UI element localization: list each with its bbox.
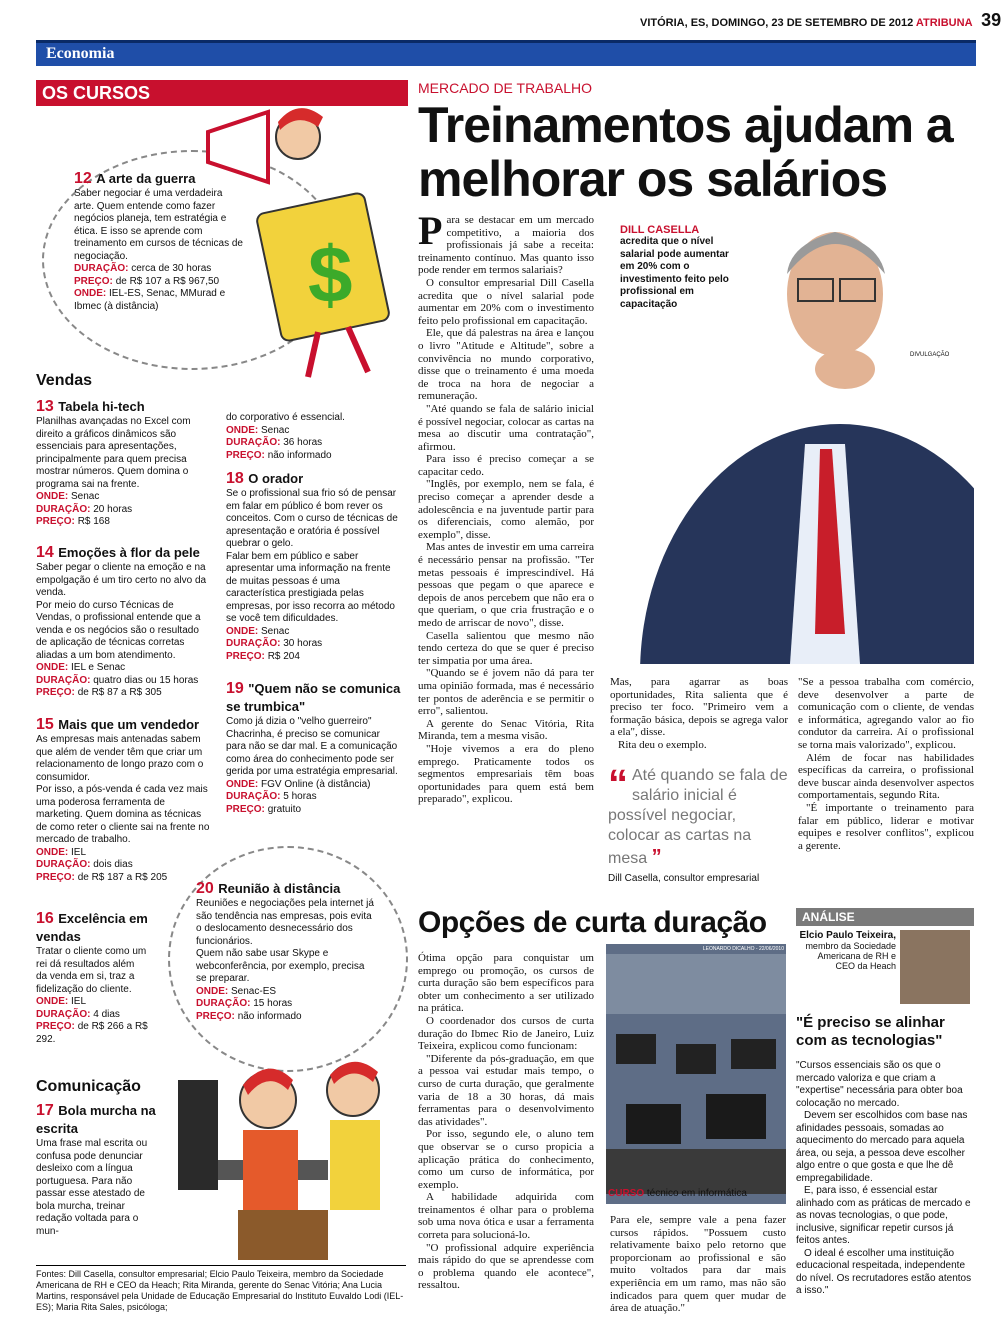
course-18 xyxy=(226,470,402,663)
course-description: Se o profissional sua frio só de pensar em falar em público é bom rever os conceitos. Com o curso de técnicas de apresentação e oratória é possível quebrar o gelo. xyxy=(226,488,398,549)
opcoes-column-2 xyxy=(610,1214,786,1315)
price-value: de R$ 187 a R$ 205 xyxy=(77,871,168,883)
course-description: Reuniões e negociações pela internet já são tendência nas empresas, pois evita o deslocamento desnecessário dos funcionários. xyxy=(196,898,374,947)
price-label: PREÇO: xyxy=(226,803,265,815)
course-duration xyxy=(74,263,244,276)
price-value: de R$ 266 a R$ 292. xyxy=(36,1021,148,1045)
duration-label: DURAÇÃO: xyxy=(36,674,91,686)
paragraph: "Diferente da pós-graduação, em que a pessoa vai estudar mais tempo, o curso de curta duração, que geralmente varia de 18 a 30 horas, dá mais ferramentas para o desenvolvimento das atividades". xyxy=(418,1052,594,1128)
course-description: Tratar o cliente como um rei dá resultados além da venda em si, traz a fidelização do cliente. xyxy=(36,946,147,995)
quote-author: Dill Casella, consultor empresarial xyxy=(608,873,760,884)
dateline-text: VITÓRIA, ES, DOMINGO, 23 DE SETEMBRO DE 2012 xyxy=(640,17,914,29)
paragraph: Por isso, segundo ele, o aluno tem que observar se o curso propicia a aplicação prática do conhecimento, como um curso de informática, por exemplo. xyxy=(418,1128,594,1191)
pull-quote xyxy=(608,762,788,884)
opcoes-headline: Opções de curta duração xyxy=(418,906,767,939)
price-label: PREÇO: xyxy=(36,1021,75,1032)
newspaper-brand: ATRIBUNA xyxy=(915,17,973,29)
sources-footer: Fontes: Dill Casella, consultor empresarial; Elcio Paulo Teixeira, membro da Sociedade Americana de RH e CEO da Heach; Rita Miranda, gerente do Senac Vitória; Ana Lucia Martins, responsável pela Unidade de Educação Empresarial do Instituto Euvaldo Lodi (IEL-ES); Maria Rita Sales, psicóloga; xyxy=(36,1265,406,1313)
paragraph: E, para isso, é essencial estar alinhado com as práticas de mercado e as novas tecnologias, o que pode, inclusive, significar repetir cursos já feitos antes. xyxy=(796,1185,971,1246)
duration-label: DURAÇÃO: xyxy=(36,503,91,515)
course-description: Quem não sabe usar Skype e webconferência, por exemplo, precisa se preparar. xyxy=(196,948,365,984)
paragraph: ara se destacar em um mercado competitivo, a maioria dos profissionais já sabe a receita: treinamento contínuo. Mas quanto isso pode render em termos salariais? xyxy=(418,214,594,277)
course-17-continued xyxy=(226,412,402,462)
paragraph: Mas antes de investir em uma carreira é necessário pensar na profissão. "Ter metas pessoais é imprescindível. Há pessoas que pegam o que aparece e depois de anos percebem que não era o que queriam, o que cria frustração e o medo de arriscar de novo", disse. xyxy=(418,541,594,629)
price-label: PREÇO: xyxy=(226,449,265,461)
location-label: ONDE: xyxy=(36,846,69,858)
section-title: Economia xyxy=(46,45,115,62)
paragraph: "É importante o treinamento para falar em público, liderar e motivar equipes e resolver conflitos", explicou a gerente. xyxy=(798,801,974,852)
svg-text:$: $ xyxy=(308,230,353,319)
duration-value: 30 horas xyxy=(283,638,323,649)
author-avatar xyxy=(900,930,970,1004)
course-title: Tabela hi-tech xyxy=(58,399,145,414)
classroom-photo-caption xyxy=(608,1188,747,1199)
location-label: ONDE: xyxy=(74,288,107,299)
location-label: ONDE: xyxy=(36,662,69,673)
course-number: 12 xyxy=(74,170,92,187)
paragraph: O consultor empresarial Dill Casella acredita que o nível salarial pode aumentar em 20% com o investimento feito pelo profissional em capacitação. xyxy=(418,276,594,327)
location-value: FGV Online (à distância) xyxy=(261,778,371,790)
price-label: PREÇO: xyxy=(74,275,113,287)
price-value: não informado xyxy=(237,1010,302,1022)
course-17 xyxy=(36,1102,158,1238)
paragraph: Devem ser escolhidos com base nas afinidades pessoais, somadas ao aquecimento do mercado para aquela área, ou seja, a pessoa deve escolher algo entre o que gosta e que lhe dê empregabilidade. xyxy=(796,1110,968,1184)
location-value: IEL e Senac xyxy=(71,662,126,673)
location-label: ONDE: xyxy=(226,625,259,637)
course-description: Saber negociar é uma verdadeira arte. Quem entende como fazer negócios planeja, tem estratégia e ética. E isso se aprende com treinamento em cursos de técnicas de negociação. xyxy=(74,188,243,262)
section-vendas: Vendas xyxy=(36,372,93,389)
classroom-illustration xyxy=(606,954,786,1194)
course-number: 14 xyxy=(36,544,54,561)
location-value: IEL-ES, Senac, MMurad e Ibmec (à distância) xyxy=(74,288,226,312)
course-number: 18 xyxy=(226,470,244,487)
paragraph: Mas, para agarrar as boas oportunidades, Rita salienta que é preciso ter foco. "Primeiro vem a formação básica, depois se agrega valor a ela", disse. xyxy=(610,676,788,739)
price-label: PREÇO: xyxy=(36,871,75,883)
course-description: Saber pegar o cliente na emoção e na empolgação é um tiro certo no alvo da venda. xyxy=(36,562,207,598)
duration-value: quatro dias ou 15 horas xyxy=(93,674,199,686)
paragraph: Para ele, sempre vale a pena fazer cursos rápidos. "Possuem custo relativamente baixo pelo retorno que proporcionam ao profissional e são muito voltados para dar mais experiência em um ramo, mas não são indicados para quem quer mudar de área de atuação." xyxy=(610,1214,786,1315)
duration-value: 15 horas xyxy=(253,998,293,1009)
course-number: 17 xyxy=(36,1102,54,1119)
article-headline: Treinamentos ajudam a melhorar os salários xyxy=(418,97,953,207)
duration-label: DURAÇÃO: xyxy=(36,859,91,870)
location-label: ONDE: xyxy=(196,985,229,997)
price-value: R$ 168 xyxy=(77,516,110,527)
price-value: gratuito xyxy=(267,803,302,815)
course-title: Reunião à distância xyxy=(218,881,341,896)
course-description: Falar bem em público e saber apresentar uma informação na frente de muitas pessoas é uma característica prestigiada pelas empresas, por isso recorra ao método se você tem dificuldades. xyxy=(226,550,395,624)
duration-value: 4 dias xyxy=(93,1008,120,1020)
duration-value: cerca de 30 horas xyxy=(131,263,212,274)
course-19 xyxy=(226,680,402,816)
computer-cartoon-illustration xyxy=(158,1040,408,1260)
price-value: de R$ 87 a R$ 305 xyxy=(77,687,162,698)
caption-text: técnico em informática xyxy=(646,1188,747,1199)
duration-value: 36 horas xyxy=(283,437,323,448)
paragraph: "Hoje vivemos a era do pleno emprego. Praticamente todos os segmentos empresariais têm boas oportunidades para quem está bem preparado", explicou. xyxy=(418,742,594,806)
course-title: Excelência em vendas xyxy=(36,911,148,944)
price-label: PREÇO: xyxy=(36,687,75,698)
caption-text: acredita que o nível salarial pode aumentar em 20% com o investimento feito pelo profissional em capacitação xyxy=(620,236,729,310)
paragraph: Ele, que dá palestras na área e lançou o livro "Atitude e Altitude", sobre a convivência no mundo corporativo, disse que o treinamento é uma moeda de troca na hora de negociar a remuneração. xyxy=(418,327,594,403)
paragraph: O ideal é escolher uma instituição educacional respeitada, independente do nível. Os recrutadores estão atentos a isso." xyxy=(796,1247,972,1296)
course-description: Como já dizia o "velho guerreiro" Chacrinha, é preciso se comunicar para não se dar mal. E a comunicação como área do conhecimento pode ser gerida por uma estratégia empresarial. xyxy=(226,716,398,777)
location-value: Senac xyxy=(261,625,290,637)
article-kicker: MERCADO DE TRABALHO xyxy=(418,80,592,96)
quote-close-icon: ” xyxy=(651,846,662,868)
analysis-body xyxy=(796,1060,974,1298)
article-column-3 xyxy=(798,676,974,852)
price-label: PREÇO: xyxy=(36,516,75,527)
location-value: IEL xyxy=(71,846,87,858)
course-12 xyxy=(74,170,244,313)
course-description: Por isso, a pós-venda é cada vez mais uma poderosa ferramenta de marketing. Quem domina as técnicas de como reter o cliente sai na frente no mercado de trabalho. xyxy=(36,784,210,845)
location-label: ONDE: xyxy=(226,424,259,436)
course-16 xyxy=(36,910,148,1046)
duration-label: DURAÇÃO: xyxy=(226,638,281,649)
paragraph: "Até quando se fala de salário inicial é possível negociar, colocar as cartas na mesa ao discutir uma contratação", afirmou. xyxy=(418,402,594,453)
course-title: Bola murcha na escrita xyxy=(36,1103,156,1136)
paragraph: A habilidade adquirida com treinamentos é olhar para o problema sob uma nova ótica e usar a ferramenta correta para solucioná-lo. xyxy=(418,1191,594,1242)
duration-value: dois dias xyxy=(93,859,133,870)
author-name: Elcio Paulo Teixeira, xyxy=(799,930,896,941)
price-value: de R$ 107 a R$ 967,50 xyxy=(115,275,220,287)
duration-label: DURAÇÃO: xyxy=(226,437,281,448)
course-description: Planilhas avançadas no Excel com direito a gráficos dinâmicos são essenciais para apresentações, principalmente para quem precisa mostrar números. Quem domina o programa sai na frente. xyxy=(36,416,191,490)
paragraph: Além de focar nas habilidades específicas da carreira, o profissional deve buscar ainda desenvolver aspectos comportamentais, segundo Rita. xyxy=(798,751,974,802)
price-value: não informado xyxy=(267,449,332,461)
duration-label: DURAÇÃO: xyxy=(74,263,129,274)
classroom-photo xyxy=(606,944,786,1204)
paragraph: Para isso é preciso começar a se capacitar cedo. xyxy=(418,453,594,478)
paragraph: O coordenador dos cursos de curta duração do Ibmec Rio de Janeiro, Luiz Teixeira, explicou como funcionam: xyxy=(418,1014,594,1053)
photo-caption xyxy=(620,224,740,311)
opcoes-column-1 xyxy=(418,952,594,1292)
duration-label: DURAÇÃO: xyxy=(36,1008,91,1020)
classroom-photo-credit: LEONARDO DICALHO - 22/06/2010 xyxy=(702,946,784,952)
price-label: PREÇO: xyxy=(196,1010,235,1022)
author-info xyxy=(796,930,900,1004)
quote-open-icon: “ xyxy=(608,762,628,806)
location-value: Senac-ES xyxy=(231,985,277,997)
course-title: Mais que um vendedor xyxy=(58,717,200,732)
course-price xyxy=(74,276,244,289)
course-description: do corporativo é essencial. xyxy=(226,412,345,423)
location-label: ONDE: xyxy=(36,491,69,502)
paragraph: Casella salientou que mesmo não tendo certeza do que se quer é preciso ter simpatia por uma área. xyxy=(418,629,594,667)
course-number: 16 xyxy=(36,910,54,927)
location-label: ONDE: xyxy=(226,778,259,790)
courses-box-title: OS CURSOS xyxy=(42,83,151,103)
course-title: Emoções à flor da pele xyxy=(58,545,200,560)
duration-value: 5 horas xyxy=(283,791,317,802)
location-value: Senac xyxy=(71,491,100,502)
course-number: 20 xyxy=(196,880,214,897)
price-label: PREÇO: xyxy=(226,650,265,662)
course-number: 19 xyxy=(226,680,244,697)
section-comunicacao: Comunicação xyxy=(36,1078,141,1095)
course-title: A arte da guerra xyxy=(96,171,196,186)
author-role: membro da Sociedade Americana de RH e CEO da Heach xyxy=(805,941,896,971)
section-bar xyxy=(36,40,976,66)
dropcap: P xyxy=(418,208,443,253)
course-20 xyxy=(196,880,376,1023)
duration-value: 20 horas xyxy=(93,503,133,515)
paragraph: Rita deu o exemplo. xyxy=(618,738,707,751)
article-column-2 xyxy=(610,676,788,752)
article-column-1 xyxy=(418,208,594,806)
location-value: IEL xyxy=(71,996,87,1007)
photo-credit: DIVULGAÇÃO xyxy=(910,352,950,358)
course-title: O orador xyxy=(248,471,304,486)
course-description: As empresas mais antenadas sabem que além de vender têm que criar um relacionamento de longo prazo com o consumidor. xyxy=(36,734,204,783)
analysis-author xyxy=(796,930,974,1004)
dateline xyxy=(640,10,1001,31)
paragraph: "Inglês, por exemplo, nem se fala, é preciso começar a aprender desde a adolescência e na juventude partir para os diferenciais, como alemão, por exemplo", disse. xyxy=(418,478,594,541)
course-13 xyxy=(36,398,212,529)
location-label: ONDE: xyxy=(36,996,69,1007)
location-value: Senac xyxy=(261,424,290,436)
caption-highlight: CURSO xyxy=(608,1188,645,1199)
paragraph: "Quando se é jovem não dá para ter uma opinião formada, mas é necessário ter pontos de aderência e se permitir o erro", salientou. xyxy=(418,667,594,718)
course-title: "Quem não se comunica se trumbica" xyxy=(226,681,401,714)
course-number: 13 xyxy=(36,398,54,415)
caption-name: DILL CASELLA xyxy=(620,224,700,236)
duration-label: DURAÇÃO: xyxy=(196,998,251,1009)
paragraph: A gerente do Senac Vitória, Rita Miranda, tem a mesma visão. xyxy=(418,717,594,743)
course-location xyxy=(74,288,244,313)
price-value: R$ 204 xyxy=(267,650,300,662)
course-description: Uma frase mal escrita ou confusa pode denunciar desleixo com a língua portuguesa. Para não passar esse atestado de bola murcha, treinar redação voltada para o mun- xyxy=(36,1138,148,1237)
quote-text: Até quando se fala de salário inicial é possível negociar, colocar as cartas na mesa xyxy=(608,767,788,867)
course-description: Por meio do curso Técnicas de Vendas, o profissional entende que a venda e os negócios são o resultado de aplicação de técnicas corretas aliadas a um bom atendimento. xyxy=(36,599,201,661)
paragraph: "Cursos essenciais são os que o mercado valoriza e que criam a "expertise" necessária para obter boa colocação no mercado. xyxy=(796,1060,963,1109)
duration-label: DURAÇÃO: xyxy=(226,791,281,802)
analysis-label: ANÁLISE xyxy=(796,908,974,926)
course-number: 15 xyxy=(36,716,54,733)
page-number: 39 xyxy=(981,10,1002,30)
paragraph: Ótima opção para conquistar um emprego ou promoção, os cursos de curta duração são bem específicos para obter um conhecimento a ser utilizado na prática. xyxy=(418,952,594,1015)
analysis-box xyxy=(796,908,974,1322)
course-14 xyxy=(36,544,212,700)
course-15 xyxy=(36,716,212,884)
paragraph: "O profissional adquire experiência mais rápido do que se aprendesse com o problema quando ele acontece", ressaltou. xyxy=(418,1241,594,1292)
paragraph: "Se a pessoa trabalha com comércio, deve desenvolver a parte de comunicação com o cliente, de vendas e informática, agregando valor ao fio condutor da carreira. Aí o profissional se torna mais valorizado", explicou. xyxy=(798,676,974,751)
analysis-title: "É preciso se alinhar com as tecnologias" xyxy=(796,1014,945,1049)
